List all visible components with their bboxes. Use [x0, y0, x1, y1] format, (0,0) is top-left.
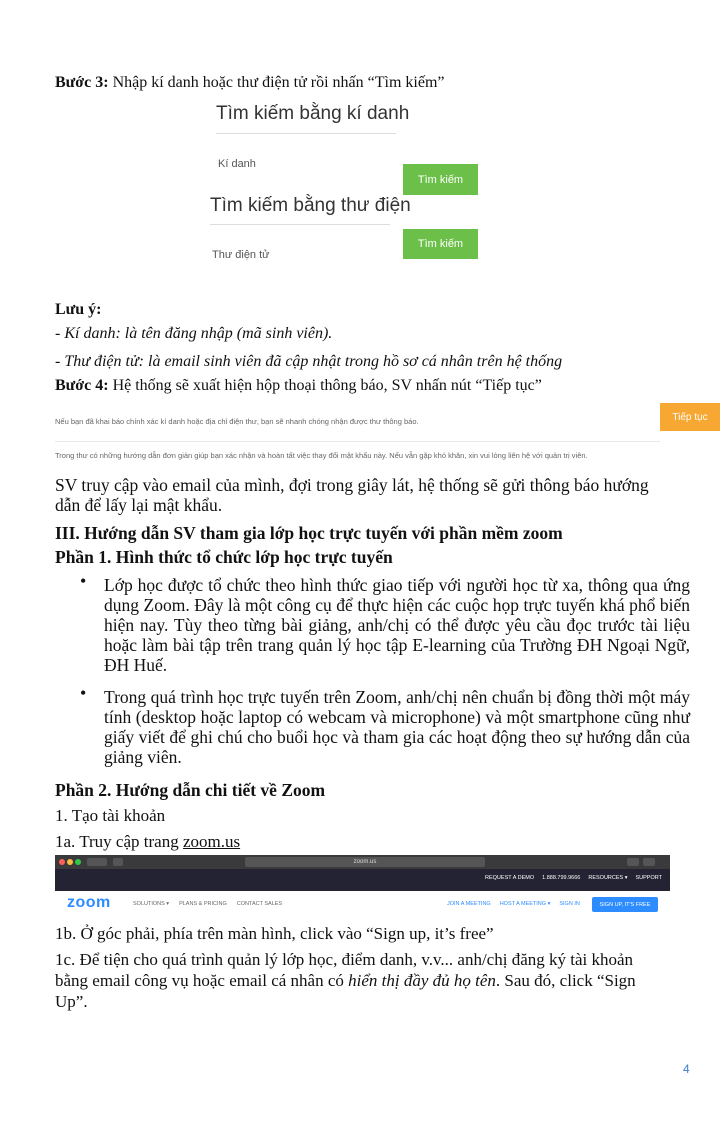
support-link[interactable]: SUPPORT — [635, 875, 662, 881]
zoom-logo[interactable]: zoom — [67, 894, 111, 911]
minimize-window-icon[interactable] — [67, 859, 73, 865]
step3-text: Nhập kí danh hoặc thư điện tử rồi nhấn “Tìm kiếm” — [112, 74, 445, 91]
step4-label: Bước 4: — [55, 377, 109, 394]
part-1-heading: Phần 1. Hình thức tổ chức lớp học trực tuyến — [55, 547, 393, 567]
browser-toolbar — [55, 855, 670, 869]
request-demo-link[interactable]: REQUEST A DEMO — [485, 875, 535, 881]
share-icon[interactable] — [627, 858, 639, 866]
step4-text: Hệ thống sẽ xuất hiện hộp thoại thông báo, SV nhấn nút “Tiếp tục” — [112, 377, 542, 394]
section-3-heading: III. Hướng dẫn SV tham gia lớp học trực tuyến với phần mềm zoom — [55, 523, 563, 543]
zoom-link[interactable]: zoom.us — [182, 832, 241, 851]
step1c-text-b: . Sau đó, click “Sign — [495, 971, 636, 990]
note-line-username: - Kí danh: là tên đăng nhập (mã sinh viên). — [55, 325, 333, 342]
step1-heading: 1. Tạo tài khoản — [55, 806, 166, 825]
zoom-website-screenshot — [55, 855, 670, 915]
divider — [55, 441, 660, 442]
step1c-line2 — [55, 971, 636, 991]
continue-button[interactable]: Tiếp tục — [660, 403, 720, 431]
search-by-email-title: Tìm kiếm bằng thư điện — [210, 195, 411, 216]
bullet-paragraph-1: Lớp học được tổ chức theo hình thức giao tiếp với người học từ xa, thông qua ứng dụng Zoom. Đây là một công cụ để thực hiện các cuộc họp trực tuyến khá phổ biến hiện nay. Tùy theo từng bài giảng, anh/chị có thể được yêu cầu đọc trước tài liệu hoặc làm bài tập trên trang quản lý học tập E-learning của Trường ĐH Ngoại Ngữ, ĐH Huế. — [104, 575, 690, 675]
step3-paragraph — [55, 73, 444, 93]
close-window-icon[interactable] — [59, 859, 65, 865]
sign-in-link[interactable]: SIGN IN — [559, 901, 580, 907]
step1c-italic: hiển thị đầy đủ họ tên — [348, 971, 496, 990]
search-button-username[interactable]: Tìm kiếm — [403, 164, 478, 195]
step1c-line1: 1c. Để tiện cho quá trình quản lý lớp học, điểm danh, v.v... anh/chị đăng ký tài khoản — [55, 950, 634, 969]
email-paragraph-line1: SV truy cập vào email của mình, đợi trong giây lát, hệ thống sẽ gửi thông báo hướng — [55, 475, 649, 495]
solutions-menu[interactable]: SOLUTIONS ▾ — [133, 901, 170, 907]
back-forward-icon[interactable] — [87, 858, 107, 866]
bullet-icon: • — [80, 683, 87, 703]
search-button-email[interactable]: Tìm kiếm — [403, 229, 478, 259]
step3-label: Bước 3: — [55, 74, 109, 91]
bullet-paragraph-2: Trong quá trình học trực tuyến trên Zoom, anh/chị nên chuẩn bị đồng thời một máy tính (desktop hoặc laptop có webcam và microphone) và một smartphone cũng như giấy viết để ghi chú cho buổi học và tham gia các hoạt động theo sự hướng dẫn của giảng viên. — [104, 687, 690, 767]
dialog-message-2: Trong thư có những hướng dẫn đơn giản giúp bạn xác nhận và hoàn tất việc thay đổi mật khẩu này. Nếu vẫn gặp khó khăn, xin vui lòng liên hệ với quản trị viên. — [55, 451, 588, 460]
contact-sales-link[interactable]: CONTACT SALES — [236, 901, 283, 907]
search-by-username-title: Tìm kiếm bằng kí danh — [216, 103, 410, 124]
email-field-label: Thư điện tử — [212, 249, 270, 261]
maximize-window-icon[interactable] — [75, 859, 81, 865]
step1c-text-a: bằng email công vụ hoặc email cá nhân có — [55, 971, 349, 990]
divider — [216, 133, 396, 134]
host-meeting-menu[interactable]: HOST A MEETING ▾ — [499, 901, 551, 907]
note-heading: Lưu ý: — [55, 301, 102, 318]
zoom-top-links — [485, 875, 662, 881]
step1a-paragraph — [55, 832, 240, 852]
email-paragraph-line2: dẫn để lấy lại mật khẩu. — [55, 495, 223, 515]
tabs-icon[interactable] — [643, 858, 655, 866]
resources-menu[interactable]: RESOURCES ▾ — [588, 875, 628, 881]
note-line-email: - Thư điện tử: là email sinh viên đã cập nhật trong hồ sơ cá nhân trên hệ thống — [55, 353, 563, 370]
sidebar-icon[interactable] — [113, 858, 123, 866]
part-2-heading: Phần 2. Hướng dẫn chi tiết về Zoom — [55, 780, 326, 800]
address-bar[interactable]: zoom.us — [245, 857, 485, 867]
step4-paragraph — [55, 376, 542, 396]
zoom-main-nav — [133, 901, 282, 907]
step1b-paragraph: 1b. Ở góc phải, phía trên màn hình, click vào “Sign up, it’s free” — [55, 924, 494, 943]
sign-up-free-button[interactable]: SIGN UP, IT'S FREE — [592, 897, 658, 912]
step1a-text: 1a. Truy cập trang — [55, 832, 179, 851]
phone-number: 1.888.799.9666 — [542, 875, 581, 881]
step1c-line3: Up”. — [55, 992, 88, 1011]
dialog-message-1: Nếu bạn đã khai báo chính xác kí danh hoặc địa chỉ điện thư, bạn sẽ nhanh chóng nhận được thư thông báo. — [55, 417, 419, 426]
join-meeting-link[interactable]: JOIN A MEETING — [447, 901, 491, 907]
divider — [210, 224, 390, 225]
username-field-label: Kí danh — [218, 158, 256, 170]
zoom-top-bar — [55, 869, 670, 891]
zoom-right-nav — [447, 901, 580, 907]
bullet-icon: • — [80, 571, 87, 591]
plans-pricing-link[interactable]: PLANS & PRICING — [179, 901, 227, 907]
page-number: 4 — [683, 1062, 690, 1076]
